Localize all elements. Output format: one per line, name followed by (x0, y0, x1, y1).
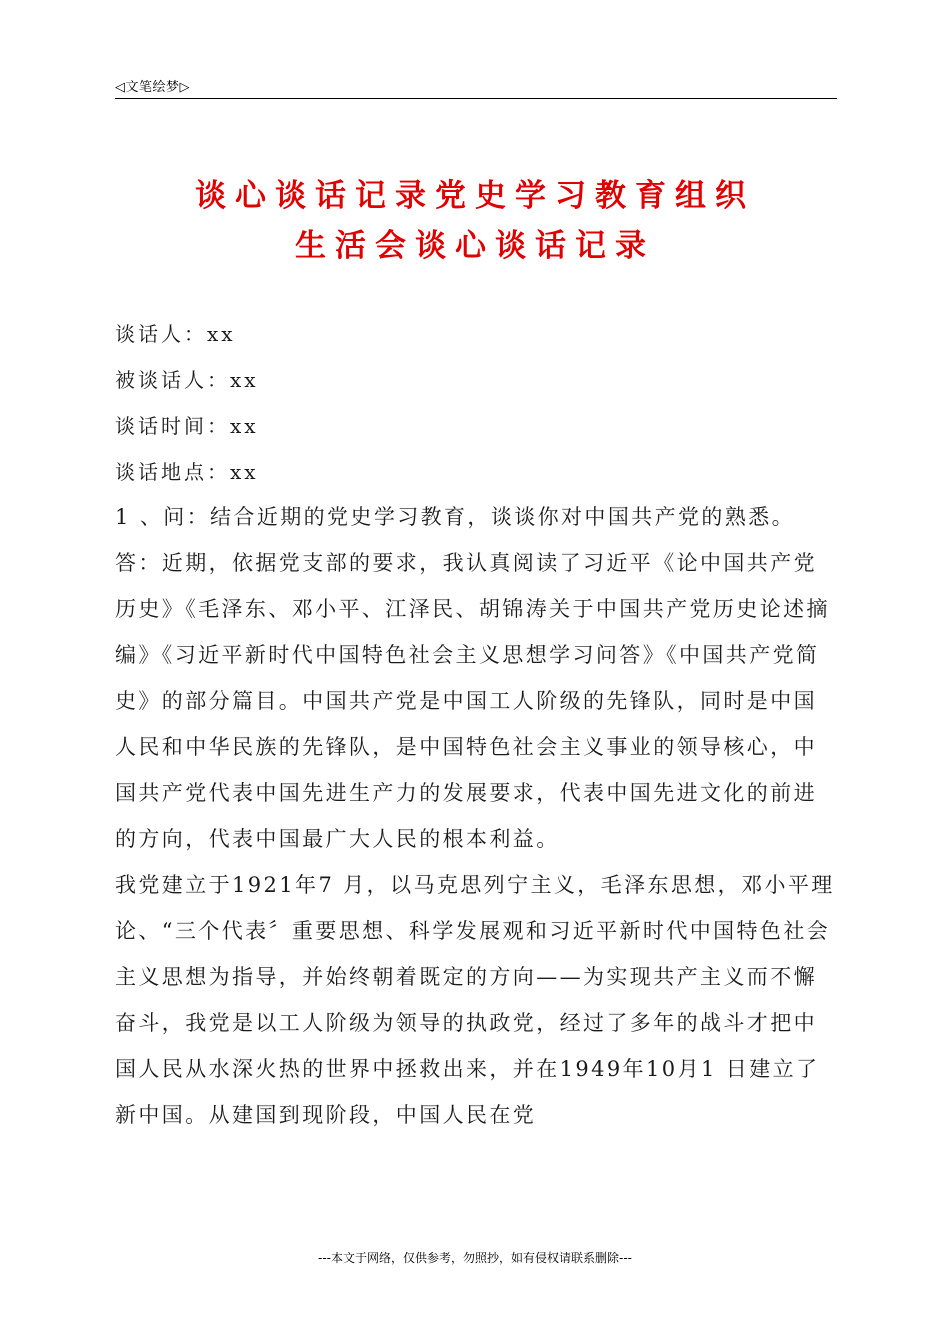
answer-1: 答：近期，依据党支部的要求，我认真阅读了习近平《论中国共产党历史》《毛泽东、邓小平、江泽民、胡锦涛关于中国共产党历史论述摘编》《习近平新时代中国特色社会主义思想学习问答》《中国共产党简史》的部分篇目。中国共产党是中国工人阶级的先锋队，同时是中国人民和中华民族的先锋队，是中国特色社会主义事业的领导核心，中国共产党代表中国先进生产力的发展要求，代表中国先进文化的前进的方向，代表中国最广大人民的根本利益。 (115, 551, 830, 851)
document-body (115, 494, 840, 1138)
page-header (115, 74, 837, 99)
footer-notice: ---本文于网络，仅供参考，勿照抄，如有侵权请联系删除--- (318, 1251, 632, 1265)
document-title-line-1: 谈心谈话记录党史学习教育组织 (195, 178, 755, 214)
paragraph-2: 我党建立于1921年7 月，以马克思列宁主义，毛泽东思想，邓小平理论、“三个代表〞重要思想、科学发展观和习近平新时代中国特色社会主义思想为指导，并始终朝着既定的方向——为实现共产主义而不懈奋斗，我党是以工人阶级为领导的执政党，经过了多年的战斗才把中国人民从水深火热的世界中拯救出来，并在1949年10月1 日建立了新中国。从建国到现阶段，中国人民在党 (115, 873, 835, 1127)
question-1: 1 、问：结合近期的党史学习教育，谈谈你对中国共产党的熟悉。 (115, 505, 796, 529)
meta-interviewee: 被谈话人：xx (115, 368, 259, 392)
meta-time: 谈话时间：xx (115, 414, 259, 438)
meta-place: 谈话地点：xx (115, 460, 259, 484)
header-label: ◁文笔绘梦▷ (115, 80, 190, 95)
meta-speaker: 谈话人：xx (115, 322, 236, 346)
document-title-line-2: 生活会谈心谈话记录 (295, 228, 655, 264)
